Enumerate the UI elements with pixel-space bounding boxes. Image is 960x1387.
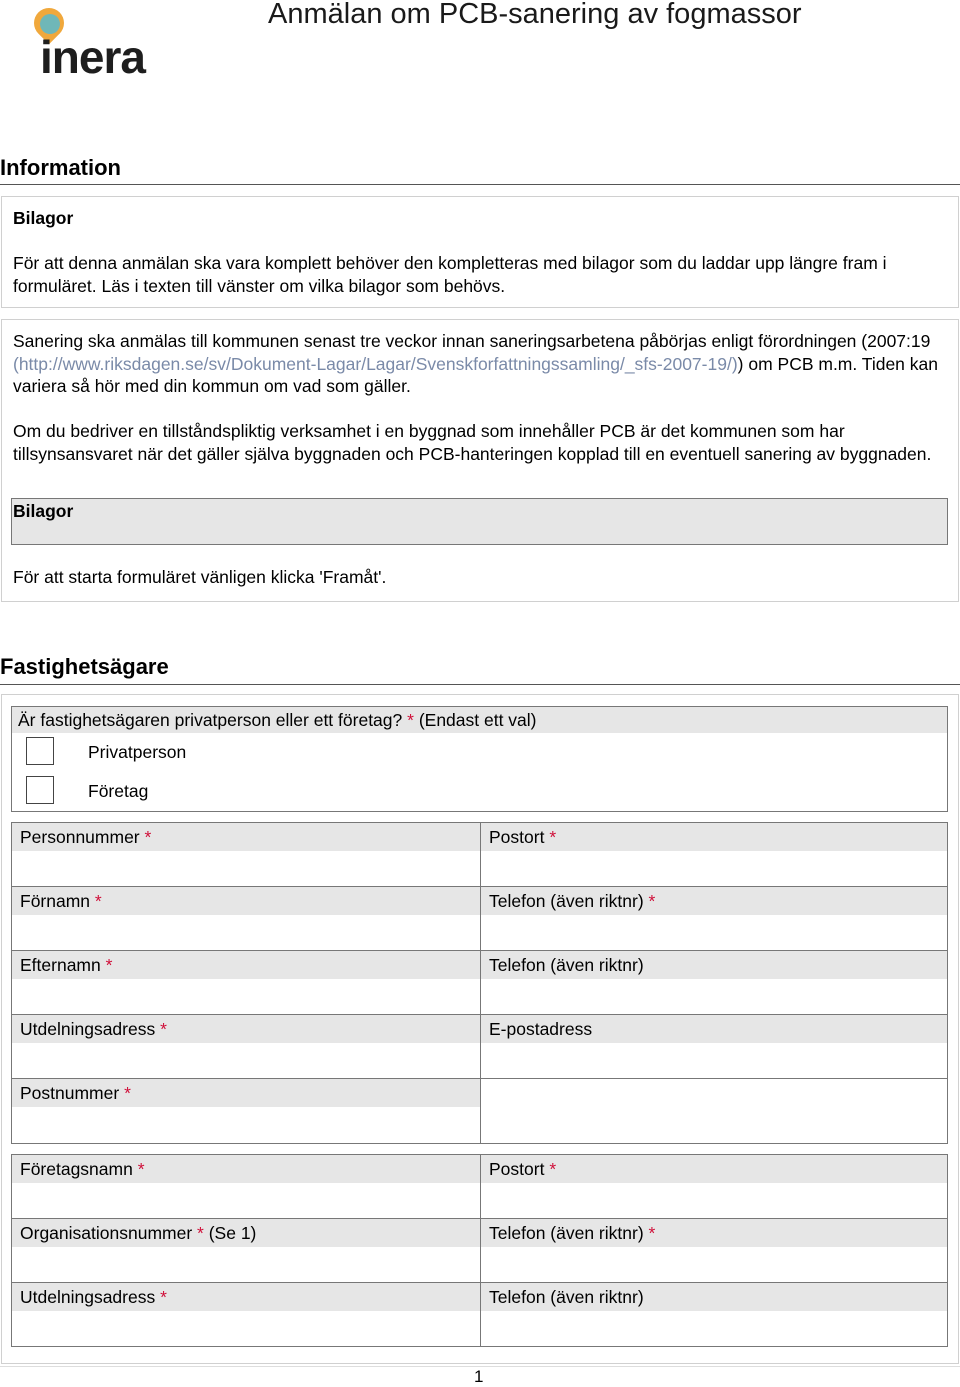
required-mark: *	[549, 1159, 557, 1179]
input-fornamn[interactable]	[12, 915, 480, 950]
option-privatperson: Privatperson	[88, 742, 187, 762]
section-rule	[0, 684, 960, 685]
label-text: Efternamn	[20, 955, 101, 975]
info-paragraph-1	[13, 330, 948, 398]
column-divider	[480, 823, 481, 1143]
document-title: Anmälan om PCB-sanering av fogmassor	[268, 0, 802, 30]
input-postort[interactable]	[481, 851, 947, 886]
info-paragraph-1-text-a: Sanering ska anmälas till kommunen senast tre veckor innan saneringsarbetena påbörjas enligt förordningen (2007:19	[13, 331, 931, 351]
field-label-company-utdelningsadress	[12, 1283, 480, 1311]
label-text: Postnummer	[20, 1083, 120, 1103]
label-text: Telefon (även riktnr)	[489, 955, 644, 975]
label-text: Utdelningsadress	[20, 1019, 156, 1039]
owner-type-question-label	[12, 707, 947, 733]
input-postnummer[interactable]	[12, 1107, 480, 1143]
required-mark: *	[648, 1223, 656, 1243]
label-text: Postort	[489, 1159, 545, 1179]
field-label-utdelningsadress	[12, 1015, 480, 1043]
label-text: Telefon (även riktnr)	[489, 891, 644, 911]
bilagor-text: För att denna anmälan ska vara komplett behöver den kompletteras med bilagor som du laddar upp längre fram i formuläret. Läs i texten till vänster om vilka bilagor som behövs.	[13, 253, 887, 296]
input-utdelningsadress[interactable]	[12, 1043, 480, 1078]
bilagor-notice-box	[1, 196, 959, 308]
required-mark: *	[160, 1287, 167, 1307]
input-company-postort[interactable]	[481, 1183, 947, 1218]
required-mark: *	[105, 955, 113, 975]
input-company-telefon-2[interactable]	[481, 1311, 947, 1346]
field-label-company-telefon	[481, 1219, 947, 1247]
label-text: Telefon (även riktnr)	[489, 1223, 644, 1243]
label-text: Förnamn	[20, 891, 91, 911]
section-rule	[0, 184, 960, 185]
required-mark: *	[407, 710, 414, 730]
section-title-information: Information	[0, 155, 121, 180]
field-label-foretagsnamn	[12, 1155, 480, 1183]
label-text: Personnummer	[20, 827, 140, 847]
riksdagen-link[interactable]: (http://www.riksdagen.se/sv/Dokument-Lagar/Lagar/Svenskforfattningssamling/_sfs-2007-19/)	[13, 353, 738, 374]
start-instruction: För att starta formuläret vänligen klicka 'Framåt'.	[13, 567, 387, 587]
field-label-company-telefon-2	[481, 1283, 947, 1311]
logo-text: inera	[40, 31, 145, 83]
bilagor-box-label: Bilagor	[13, 501, 74, 521]
checkbox-privatperson[interactable]	[26, 737, 54, 765]
field-label-epost	[481, 1015, 947, 1043]
section-title-fastighetsagare: Fastighetsägare	[0, 654, 169, 679]
orgnr-note: (Se 1)	[208, 1223, 257, 1243]
input-telefon[interactable]	[481, 915, 947, 950]
question-note: (Endast ett val)	[418, 710, 537, 730]
label-text: Postort	[489, 827, 545, 847]
field-label-efternamn	[12, 951, 480, 979]
required-mark: *	[124, 1083, 131, 1103]
empty-cell	[481, 1079, 947, 1143]
checkbox-foretag[interactable]	[26, 776, 54, 804]
input-company-telefon[interactable]	[481, 1247, 947, 1282]
option-foretag: Företag	[88, 781, 149, 801]
required-mark: *	[549, 827, 557, 847]
required-mark: *	[648, 891, 656, 911]
bilagor-upload-box[interactable]	[11, 498, 948, 545]
input-efternamn[interactable]	[12, 979, 480, 1014]
owner-type-question	[11, 706, 948, 812]
input-epost[interactable]	[481, 1043, 947, 1078]
field-label-organisationsnummer	[12, 1219, 480, 1247]
column-divider	[480, 1155, 481, 1346]
input-company-utdelningsadress[interactable]	[12, 1311, 480, 1346]
field-label-personnummer	[12, 823, 480, 851]
field-label-fornamn	[12, 887, 480, 915]
required-mark: *	[160, 1019, 167, 1039]
field-label-telefon	[481, 887, 947, 915]
question-text: Är fastighetsägaren privatperson eller ett företag?	[18, 710, 403, 730]
field-label-postort	[481, 823, 947, 851]
info-paragraph-1-text-b: ) om PCB m.m. Tiden kan variera så hör med din kommun om vad som gäller.	[13, 353, 938, 396]
input-personnummer[interactable]	[12, 851, 480, 886]
field-label-postnummer	[12, 1079, 480, 1107]
label-text: E-postadress	[489, 1019, 593, 1039]
input-foretagsnamn[interactable]	[12, 1183, 480, 1218]
required-mark: *	[137, 1159, 145, 1179]
info-paragraph-2: Om du bedriver en tillståndspliktig verksamhet i en byggnad som innehåller PCB är det kommunen som har tillsynsansvaret när det gäller själva byggnaden och PCB-hanteringen kopplad till en eventuell sanering av byggnaden.	[13, 421, 932, 464]
private-person-fields	[11, 822, 948, 1144]
required-mark: *	[197, 1223, 204, 1243]
input-telefon-2[interactable]	[481, 979, 947, 1014]
company-fields	[11, 1154, 948, 1347]
field-label-telefon-2	[481, 951, 947, 979]
label-text: Företagsnamn	[20, 1159, 133, 1179]
required-mark: *	[94, 891, 102, 911]
page-number: 1	[474, 1367, 484, 1386]
label-text: Organisationsnummer	[20, 1223, 193, 1243]
label-text: Telefon (även riktnr)	[489, 1287, 644, 1307]
label-text: Utdelningsadress	[20, 1287, 156, 1307]
information-box	[1, 319, 959, 602]
field-label-company-postort	[481, 1155, 947, 1183]
bilagor-heading: Bilagor	[13, 208, 74, 228]
required-mark: *	[144, 827, 152, 847]
inera-logo	[30, 4, 160, 83]
input-organisationsnummer[interactable]	[12, 1247, 480, 1282]
